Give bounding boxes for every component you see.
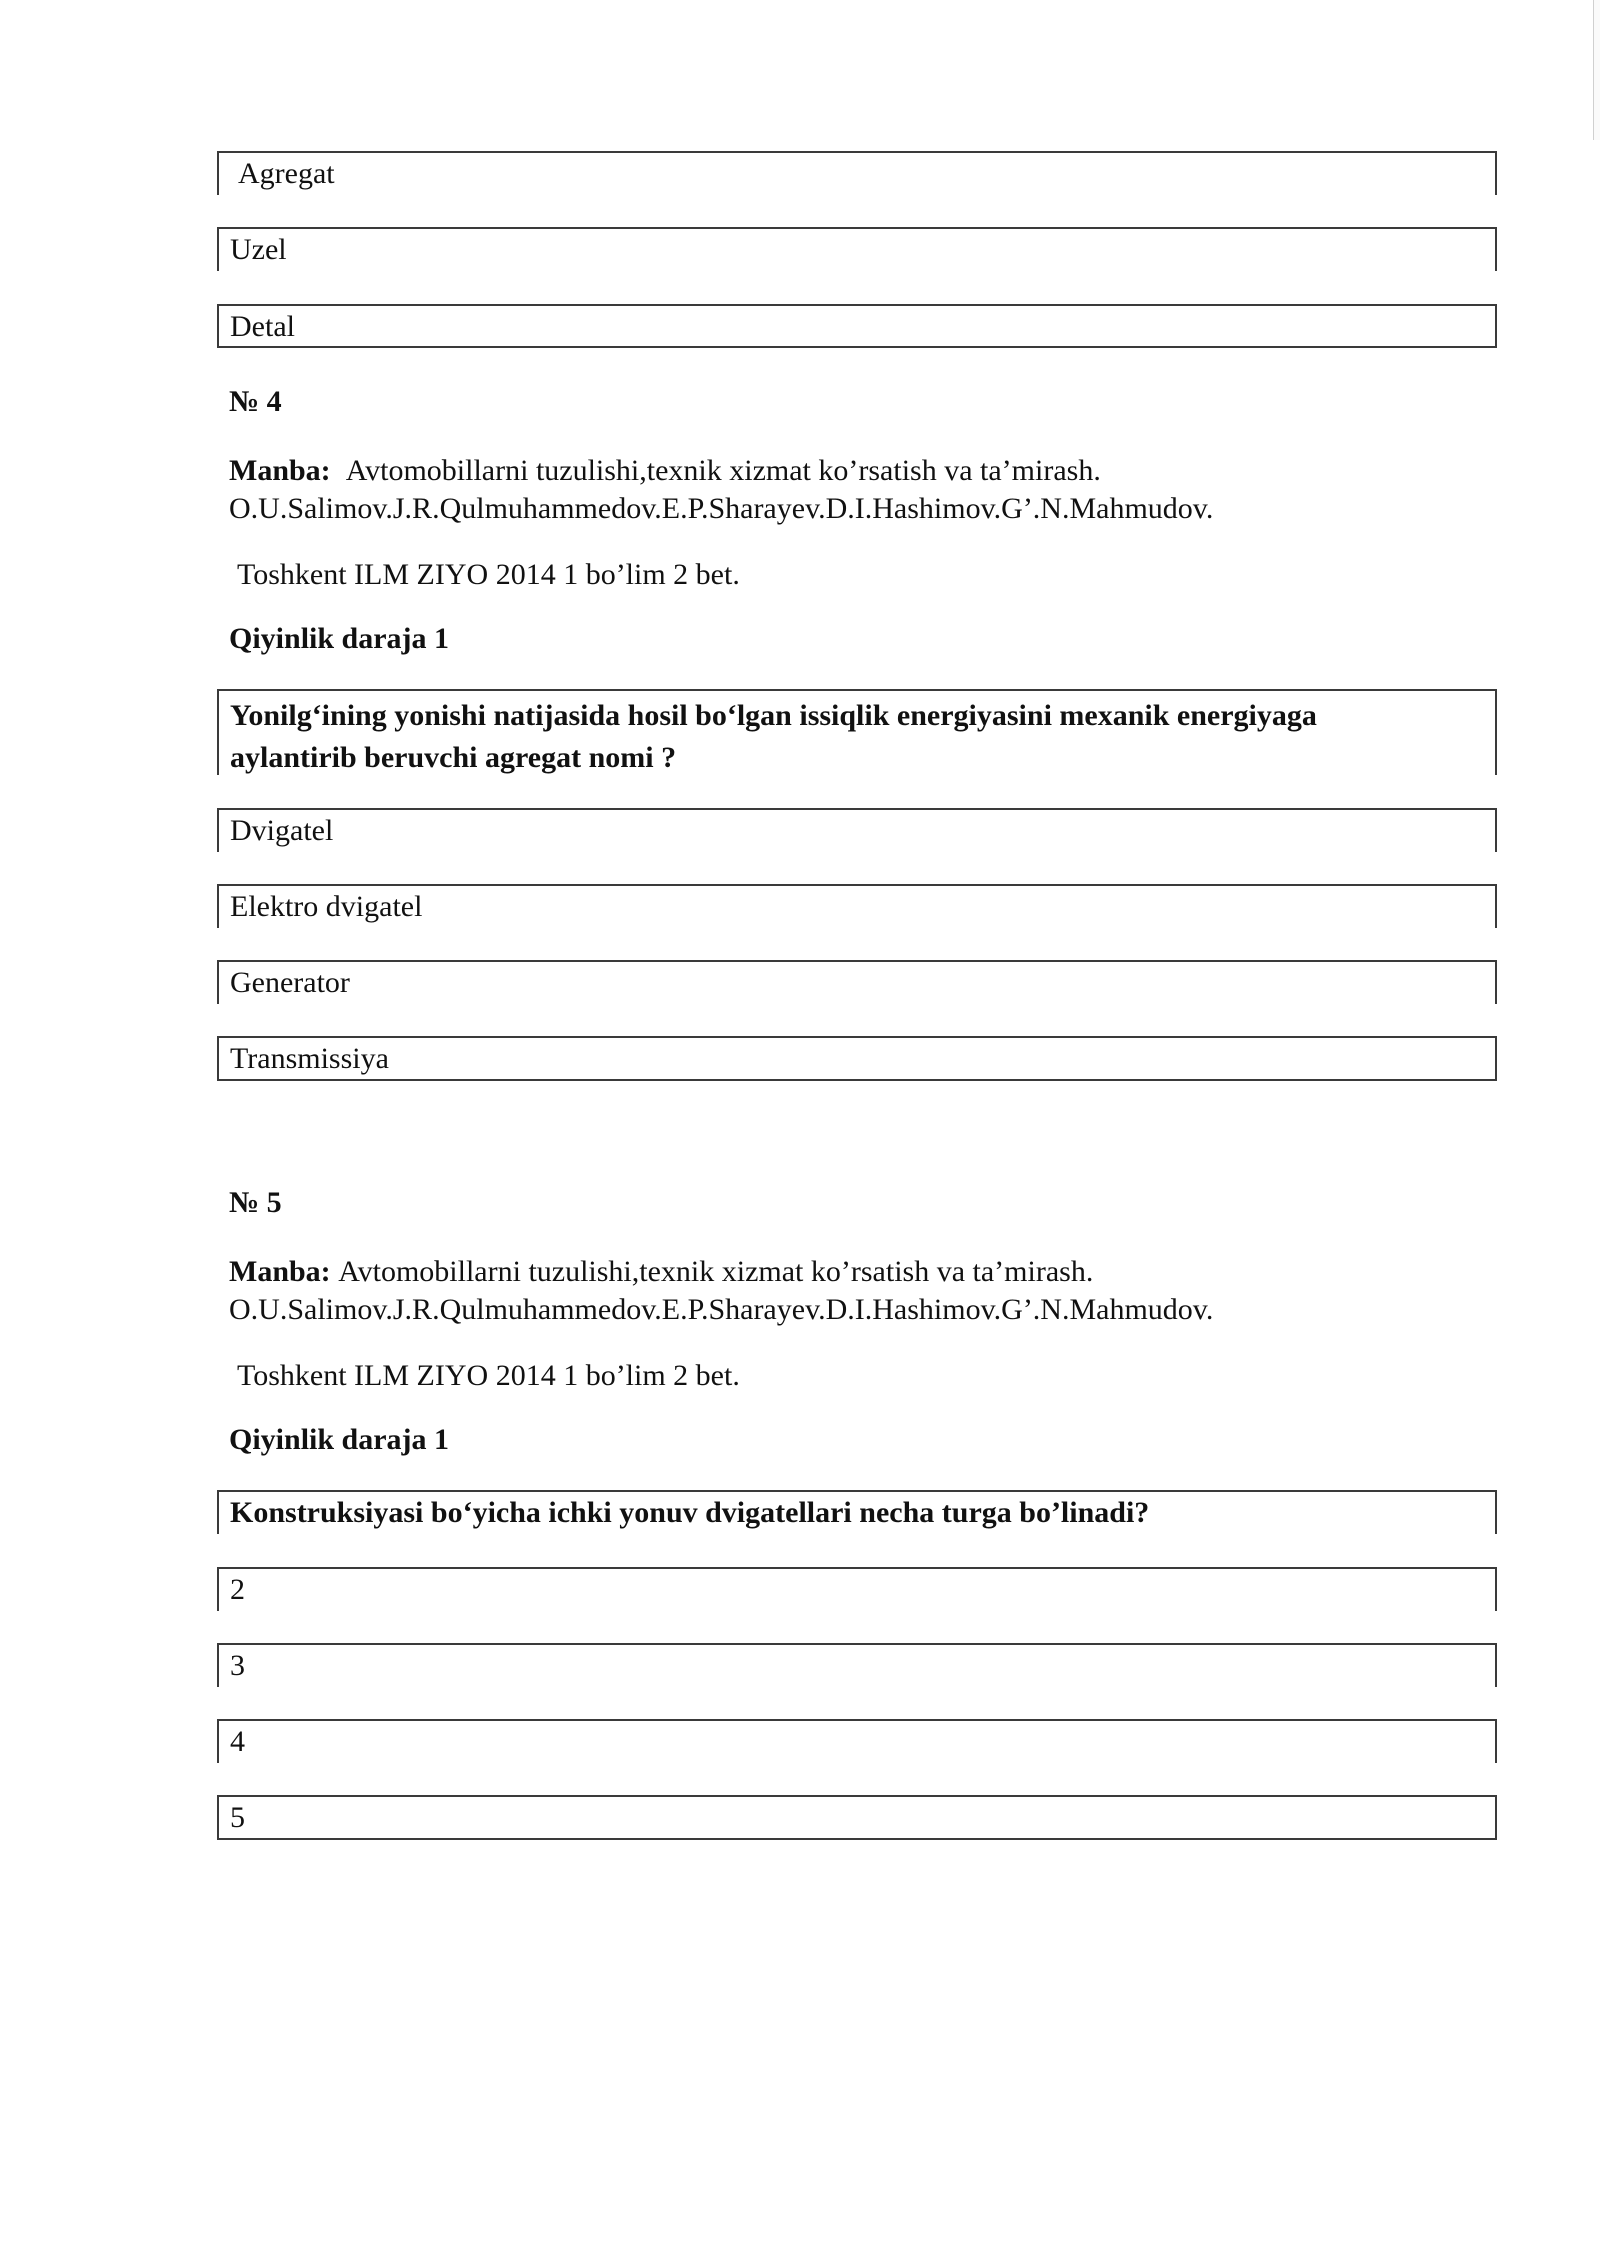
option-box	[217, 151, 1497, 195]
question-number: № 5	[229, 1186, 282, 1219]
question-box	[217, 689, 1497, 775]
option-box	[217, 227, 1497, 271]
page-edge-divider	[1593, 0, 1600, 140]
question-text-line: Yonilg‘ining yonishi natijasida hosil bo‘lgan issiqlik energiyasini mexanik energiyaga	[230, 699, 1317, 732]
source-title: Avtomobillarni tuzulishi,texnik xizmat ko’rsatish va ta’mirash.	[338, 1255, 1094, 1288]
source-authors: O.U.Salimov.J.R.Qulmuhammedov.E.P.Sharayev.D.I.Hashimov.G’.N.Mahmudov.	[229, 1293, 1214, 1326]
question-number: № 4	[229, 385, 282, 418]
option-text: 5	[230, 1801, 245, 1834]
option-box	[217, 1719, 1497, 1763]
question-text: Konstruksiyasi bo‘yicha ichki yonuv dvigatellari necha turga bo’linadi?	[230, 1496, 1150, 1529]
option-box	[217, 1567, 1497, 1611]
source-title: Avtomobillarni tuzulishi,texnik xizmat ko’rsatish va ta’mirash.	[345, 454, 1101, 487]
option-box	[217, 808, 1497, 852]
option-text: Dvigatel	[230, 814, 334, 847]
option-box	[217, 960, 1497, 1004]
option-box	[217, 1795, 1497, 1840]
option-box	[217, 884, 1497, 928]
option-text: Agregat	[238, 157, 335, 190]
option-text: Uzel	[230, 233, 287, 266]
source-line	[229, 1253, 1489, 1291]
option-text: Transmissiya	[230, 1042, 389, 1075]
option-text: Detal	[230, 310, 295, 343]
option-text: 3	[230, 1649, 245, 1682]
source-label: Manba:	[229, 454, 331, 487]
source-authors: O.U.Salimov.J.R.Qulmuhammedov.E.P.Sharayev.D.I.Hashimov.G’.N.Mahmudov.	[229, 492, 1214, 525]
option-box	[217, 304, 1497, 348]
publisher-info: Toshkent ILM ZIYO 2014 1 bo’lim 2 bet.	[237, 558, 740, 591]
publisher-info: Toshkent ILM ZIYO 2014 1 bo’lim 2 bet.	[237, 1359, 740, 1392]
question-text-line: aylantirib beruvchi agregat nomi ?	[230, 741, 677, 774]
source-label: Manba:	[229, 1255, 331, 1288]
source-line	[229, 452, 1489, 490]
question-box	[217, 1490, 1497, 1534]
option-text: Generator	[230, 966, 350, 999]
option-text: Elektro dvigatel	[230, 890, 423, 923]
option-text: 2	[230, 1573, 245, 1606]
option-box	[217, 1036, 1497, 1081]
option-box	[217, 1643, 1497, 1687]
option-text: 4	[230, 1725, 245, 1758]
difficulty-level: Qiyinlik daraja 1	[229, 622, 450, 655]
difficulty-level: Qiyinlik daraja 1	[229, 1423, 450, 1456]
